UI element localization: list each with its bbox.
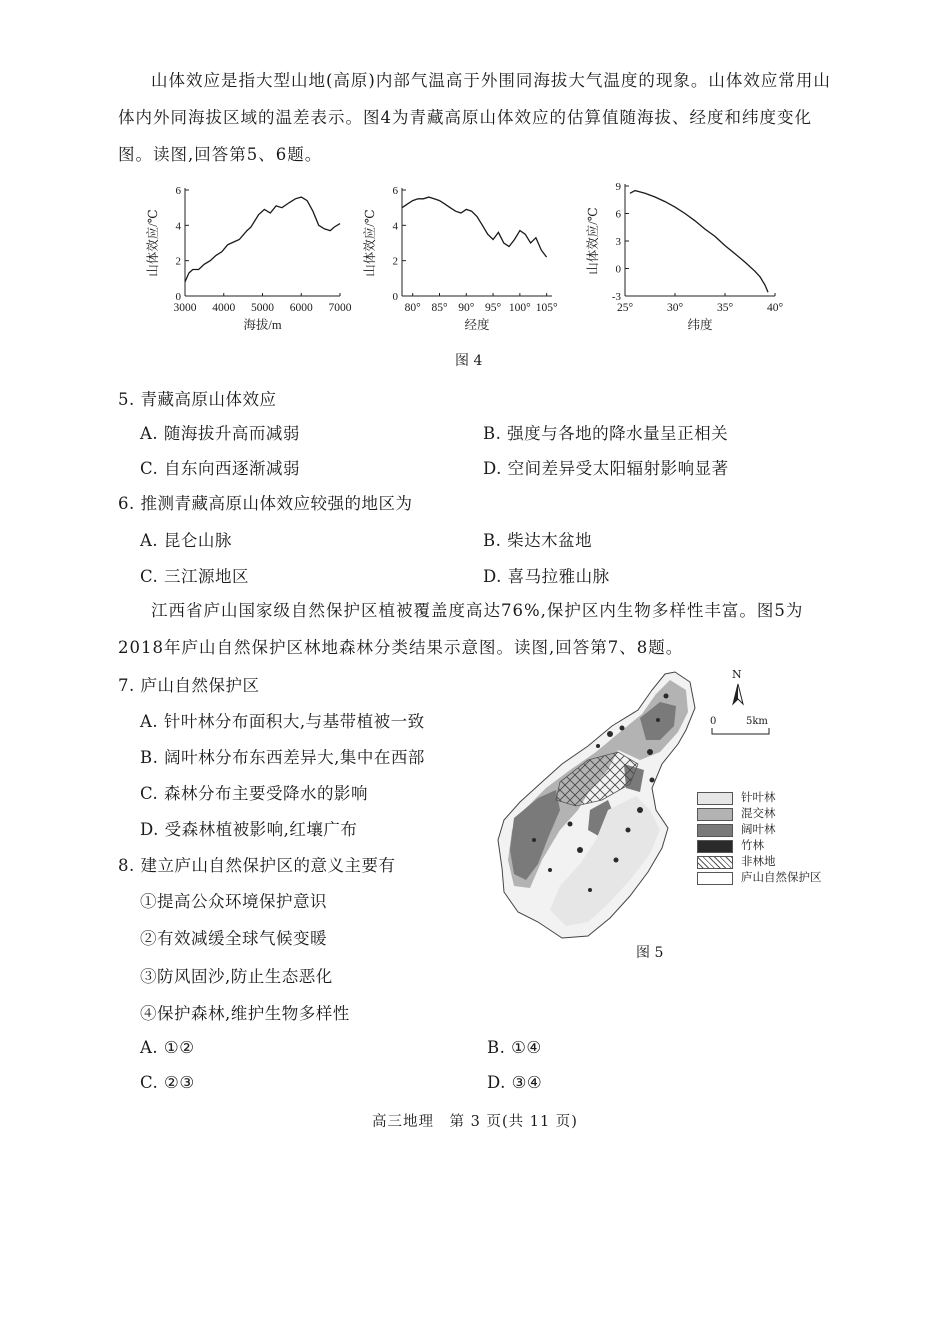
- y-tick-label: 2: [392, 255, 398, 268]
- figure-5-map: [490, 660, 700, 945]
- x-tick-label: 80°: [404, 302, 421, 314]
- question-8-statement-4: ④保护森林,维护生物多样性: [140, 1004, 350, 1023]
- x-tick-label: 40°: [766, 302, 784, 314]
- north-arrow-icon: [728, 682, 748, 708]
- y-axis-label: 山体效应/℃: [363, 209, 377, 277]
- question-6-option-c: C. 三江源地区: [140, 567, 250, 586]
- x-axis-label: 经度: [464, 318, 490, 332]
- scale-5km: 5km: [746, 716, 768, 727]
- question-6-option-a: A. 昆仑山脉: [140, 531, 232, 550]
- legend-conifer: 针叶林: [697, 789, 776, 805]
- legend-broadleaf: 阔叶林: [697, 821, 776, 837]
- x-tick-label: 90°: [458, 302, 475, 314]
- question-8-stem: 8. 建立庐山自然保护区的意义主要有: [118, 856, 396, 875]
- question-5-option-c: C. 自东向西逐渐减弱: [140, 459, 301, 478]
- x-tick-label: 6000: [289, 302, 313, 314]
- question-8-option-d: D. ③④: [487, 1073, 543, 1092]
- y-tick-label: 4: [392, 220, 398, 233]
- north-label: N: [732, 668, 742, 681]
- question-8-option-a: A. ①②: [140, 1038, 195, 1057]
- series-line: [402, 197, 547, 257]
- legend-bamboo: 竹林: [697, 837, 764, 853]
- figure-4-caption: 图 4: [455, 353, 483, 369]
- y-tick-label: 9: [615, 181, 621, 193]
- question-5-stem: 5. 青藏高原山体效应: [118, 390, 277, 409]
- intro-paragraph-1: 山体效应是指大型山地(高原)内部气温高于外围同海拔大气温度的现象。山体效应常用山体内外同海拔区域的温差表示。图4为青藏高原山体效应的估算值随海拔、经度和纬度变化图。读图,回答第5、6题。: [118, 71, 831, 164]
- series-line: [185, 197, 340, 282]
- y-tick-label: 4: [175, 220, 181, 233]
- x-tick-label: 5000: [251, 302, 274, 314]
- question-5-option-a: A. 随海拔升高而减弱: [140, 424, 300, 443]
- series-line: [630, 191, 768, 293]
- question-7-option-c: C. 森林分布主要受降水的影响: [140, 784, 369, 803]
- x-tick-label: 85°: [431, 302, 448, 314]
- question-8-statement-3: ③防风固沙,防止生态恶化: [140, 967, 333, 986]
- x-tick-label: 25°: [616, 302, 634, 314]
- figure-5-caption: 图 5: [636, 945, 664, 961]
- figure-4-charts: [140, 178, 810, 343]
- question-8-statement-1: ①提高公众环境保护意识: [140, 892, 327, 911]
- x-tick-label: 35°: [716, 302, 734, 314]
- x-tick-label: 105°: [535, 302, 558, 314]
- chart-longitude: [362, 185, 558, 332]
- scale-zero: 0: [710, 716, 717, 727]
- y-tick-label: 0: [615, 263, 621, 276]
- y-tick-label: 6: [615, 208, 621, 221]
- x-tick-label: 30°: [666, 302, 684, 314]
- x-tick-label: 3000: [173, 302, 197, 314]
- x-tick-label: 100°: [508, 302, 531, 314]
- y-tick-label: 0: [175, 291, 181, 303]
- legend-mixed: 混交林: [697, 805, 776, 821]
- question-8-option-c: C. ②③: [140, 1073, 195, 1092]
- question-7-option-b: B. 阔叶林分布东西差异大,集中在西部: [140, 748, 425, 767]
- page-footer: 高三地理 第 3 页(共 11 页): [372, 1114, 578, 1130]
- scale-bar: [711, 728, 771, 736]
- y-tick-label: 6: [392, 185, 398, 197]
- intro-paragraph-2: 江西省庐山国家级自然保护区植被覆盖度高达76%,保护区内生物多样性丰富。图5为2018年庐山自然保护区林地森林分类结果示意图。读图,回答第7、8题。: [118, 601, 804, 657]
- y-tick-label: 3: [615, 236, 621, 248]
- legend-non-forest: 非林地: [697, 853, 776, 869]
- y-tick-label: 2: [175, 255, 181, 268]
- x-axis-label: 海拔/m: [243, 318, 282, 332]
- y-axis-label: 山体效应/℃: [146, 209, 160, 277]
- y-tick-label: 0: [392, 291, 398, 303]
- question-8-statement-2: ②有效减缓全球气候变暖: [140, 929, 327, 948]
- y-tick-label: 6: [175, 185, 181, 197]
- chart-altitude: [145, 185, 352, 332]
- question-6-option-d: D. 喜马拉雅山脉: [483, 567, 610, 586]
- question-7-stem: 7. 庐山自然保护区: [118, 676, 260, 695]
- x-tick-label: 95°: [485, 302, 502, 314]
- x-axis-label: 纬度: [687, 318, 713, 332]
- y-axis-label: 山体效应/℃: [586, 207, 600, 275]
- question-6-stem: 6. 推测青藏高原山体效应较强的地区为: [118, 494, 413, 513]
- question-5-option-b: B. 强度与各地的降水量呈正相关: [483, 424, 729, 443]
- x-tick-label: 4000: [212, 302, 236, 314]
- question-8-option-b: B. ①④: [487, 1038, 542, 1057]
- y-tick-label: -3: [611, 291, 621, 303]
- question-7-option-d: D. 受森林植被影响,红壤广布: [140, 820, 358, 839]
- legend-reserve: 庐山自然保护区: [697, 869, 822, 885]
- question-7-option-a: A. 针叶林分布面积大,与基带植被一致: [140, 712, 425, 731]
- question-5-option-d: D. 空间差异受太阳辐射影响显著: [483, 459, 729, 478]
- chart-latitude: [585, 181, 783, 332]
- x-tick-label: 7000: [328, 302, 352, 314]
- question-6-option-b: B. 柴达木盆地: [483, 531, 593, 550]
